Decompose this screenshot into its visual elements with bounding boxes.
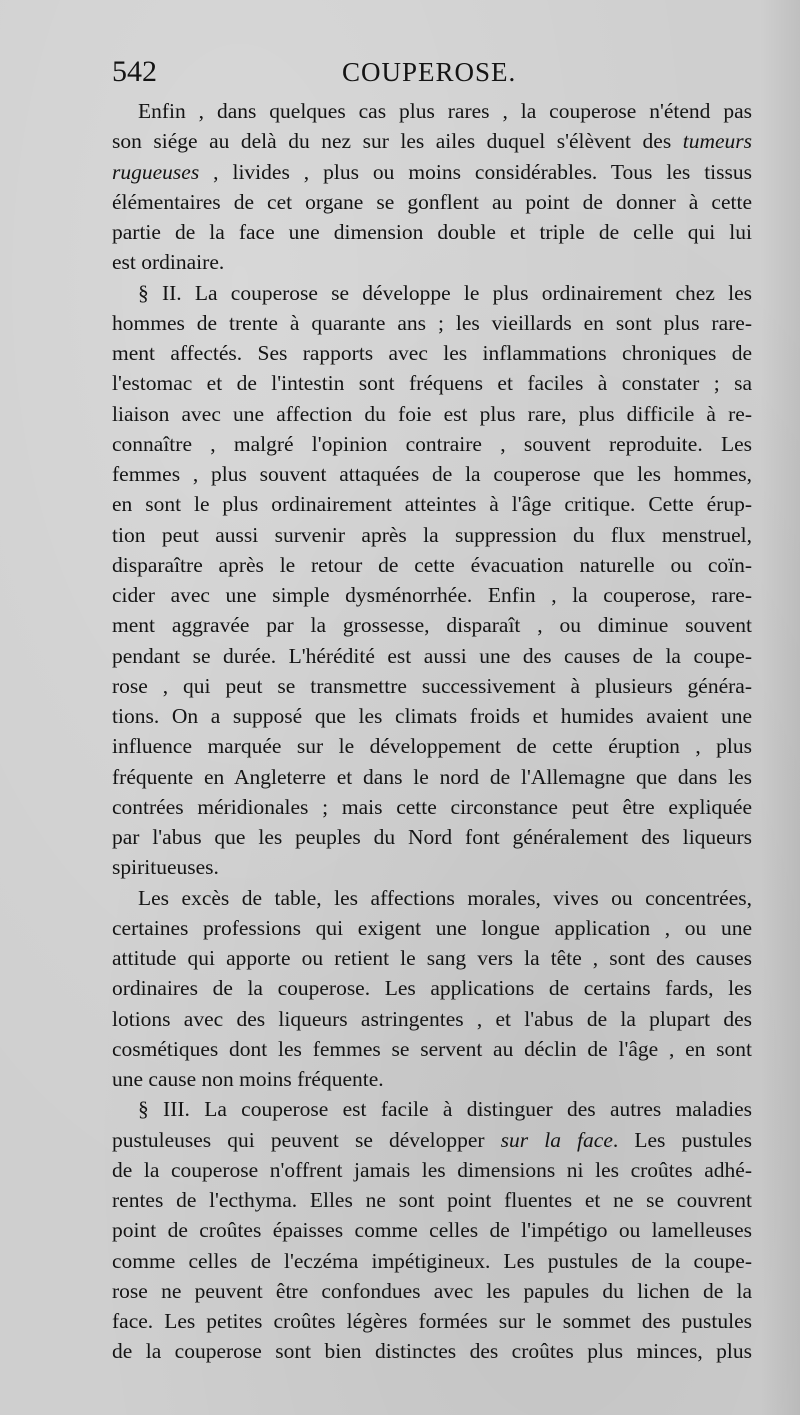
text-line: par l'abus que les peuples du Nord font généralement des liqueurs	[112, 825, 752, 849]
text-line: lotions avec des liqueurs astringentes , et l'abus de la plupart des	[112, 1006, 752, 1031]
text-line: une cause non moins fréquente.	[112, 1067, 384, 1091]
text-line: de la couperose sont bien distinctes des croûtes plus minces, plus	[112, 1339, 752, 1364]
text-line: fréquente en Angleterre et dans le nord de l'Allemagne que dans les	[112, 764, 752, 789]
text-line: ment aggravée par la grossesse, disparaît , ou diminue souvent	[112, 613, 752, 638]
text-line: ment affectés. Ses rapports avec les inflammations chroniques de	[112, 341, 752, 365]
text-line: tion peut aussi survenir après la suppression du flux menstruel,	[112, 522, 752, 547]
text-line: Les excès de table, les affections morales, vives ou concentrées,	[138, 885, 752, 910]
text-line: Enfin , dans quelques cas plus rares , la couperose n'étend pas	[138, 99, 752, 123]
text-line: disparaître après le retour de cette évacuation naturelle ou coïn-	[112, 552, 752, 577]
text-line: pendant se durée. L'hérédité est aussi une des causes de la coupe-	[112, 643, 752, 668]
text-line: rose ne peuvent être confondues avec les papules du lichen de la	[112, 1278, 752, 1303]
text-line: femmes , plus souvent attaquées de la couperose que les hommes,	[112, 462, 752, 486]
text-line: son siége au delà du nez sur les ailes duquel s'élèvent des tumeurs	[112, 129, 752, 154]
text-line: contrées méridionales ; mais cette circonstance peut être expliquée	[112, 794, 752, 819]
text-line: liaison avec une affection du foie est plus rare, plus difficile à re-	[112, 401, 752, 426]
text-line: rose , qui peut se transmettre successivement à plusieurs généra-	[112, 673, 752, 698]
page-number: 542	[112, 55, 157, 88]
text-line: point de croûtes épaisses comme celles de l'impétigo ou lamelleuses	[112, 1218, 752, 1243]
text-line: § III. La couperose est facile à distinguer des autres maladies	[138, 1097, 752, 1122]
text-line: tions. On a supposé que les climats froids et humides avaient une	[112, 704, 752, 728]
text-line: l'estomac et de l'intestin sont fréquens et faciles à constater ; sa	[112, 371, 752, 396]
text-line: § II. La couperose se développe le plus ordinairement chez les	[138, 280, 752, 305]
text-line: partie de la face une dimension double et triple de celle qui lui	[112, 220, 752, 244]
text-line: en sont le plus ordinairement atteintes à l'âge critique. Cette érup-	[112, 492, 752, 517]
text-line: comme celles de l'eczéma impétigineux. Les pustules de la coupe-	[112, 1248, 752, 1273]
text-line: cosmétiques dont les femmes se servent au déclin de l'âge , en sont	[112, 1036, 752, 1061]
text-line: connaître , malgré l'opinion contraire , souvent reproduite. Les	[112, 431, 752, 456]
text-line: face. Les petites croûtes légères formées sur le sommet des pustules	[112, 1309, 752, 1333]
text-line: attitude qui apporte ou retient le sang vers la tête , sont des causes	[112, 946, 752, 970]
body-text	[112, 96, 752, 1367]
text-line: rentes de l'ecthyma. Elles ne sont point fluentes et ne se couvrent	[112, 1188, 752, 1212]
running-title: COUPEROSE.	[342, 57, 517, 87]
text-line: influence marquée sur le développement de cette éruption , plus	[112, 734, 752, 759]
page-edge-shadow	[760, 0, 800, 1415]
text-line: de la couperose n'offrent jamais les dimensions ni les croûtes adhé-	[112, 1157, 752, 1182]
text-line: pustuleuses qui peuvent se développer sur la face. Les pustules	[112, 1127, 752, 1152]
page-header	[112, 52, 752, 92]
text-line: certaines professions qui exigent une longue application , ou une	[112, 915, 752, 940]
text-line: est ordinaire.	[112, 250, 225, 275]
text-line: élémentaires de cet organe se gonflent au point de donner à cette	[112, 189, 752, 214]
text-line: hommes de trente à quarante ans ; les vieillards en sont plus rare-	[112, 310, 752, 335]
text-line: rugueuses , livides , plus ou moins considérables. Tous les tissus	[112, 159, 752, 184]
text-line: ordinaires de la couperose. Les applications de certains fards, les	[112, 976, 752, 1001]
text-line: spiritueuses.	[112, 855, 219, 880]
text-line: cider avec une simple dysménorrhée. Enfin , la couperose, rare-	[112, 583, 752, 607]
